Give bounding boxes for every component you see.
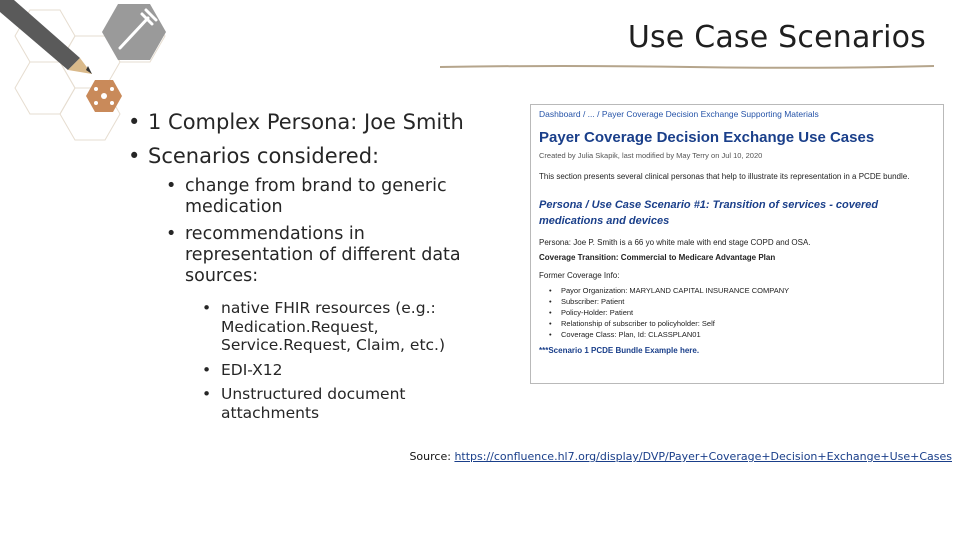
source-citation — [409, 450, 952, 463]
transition-line: Coverage Transition: Commercial to Medicare Advantage Plan — [539, 253, 776, 262]
bullet-list — [128, 108, 488, 428]
list-item: • Policy-Holder: Patient — [539, 307, 935, 318]
list-item: • Subscriber: Patient — [539, 296, 935, 307]
bullet-edi: • EDI-X12 — [202, 361, 488, 380]
intro-text: This section presents several clinical personas that help to illustrate its representation in a PCDE bundle. — [539, 172, 910, 181]
bullet-unstructured: • Unstructured document attachments — [202, 385, 488, 422]
bullet-brand-generic: • change from brand to generic medication — [166, 176, 488, 218]
pencil-icon — [0, 0, 92, 74]
scenario-heading: Persona / Use Case Scenario #1: Transition of services - covered medications and devices — [539, 199, 879, 227]
page-title: Payer Coverage Decision Exchange Use Cases — [539, 129, 875, 146]
bullet-recommendations: • recommendations in representation of different data sources: — [166, 224, 488, 287]
source-label: Source: — [409, 450, 451, 463]
coverage-list — [539, 285, 935, 340]
list-item: • Payor Organization: MARYLAND CAPITAL INSURANCE COMPANY — [539, 285, 935, 296]
slide-title: Use Case Scenarios — [627, 20, 926, 55]
source-link[interactable]: https://confluence.hl7.org/display/DVP/Payer+Coverage+Decision+Exchange+Use+Cases — [454, 450, 952, 463]
bullet-persona: • 1 Complex Persona: Joe Smith — [128, 108, 488, 136]
list-item: • Coverage Class: Plan, Id: CLASSPLAN01 — [539, 329, 935, 340]
list-item: • Relationship of subscriber to policyholder: Self — [539, 318, 935, 329]
title-divider — [440, 64, 934, 70]
bullet-scenarios: • Scenarios considered: — [128, 142, 488, 170]
page-meta: Created by Julia Skapik, last modified by May Terry on Jul 10, 2020 — [539, 151, 763, 160]
former-coverage-label: Former Coverage Info: — [539, 271, 620, 280]
bullet-fhir: • native FHIR resources (e.g.: Medication.Request, Service.Request, Claim, etc.) — [202, 299, 488, 355]
persona-line: Persona: Joe P. Smith is a 66 yo white male with end stage COPD and OSA. — [539, 238, 811, 247]
bundle-example-link[interactable]: ***Scenario 1 PCDE Bundle Example here. — [539, 346, 700, 355]
confluence-screenshot — [530, 104, 944, 384]
breadcrumb[interactable]: Dashboard / ... / Payer Coverage Decision Exchange Supporting Materials — [539, 109, 819, 119]
